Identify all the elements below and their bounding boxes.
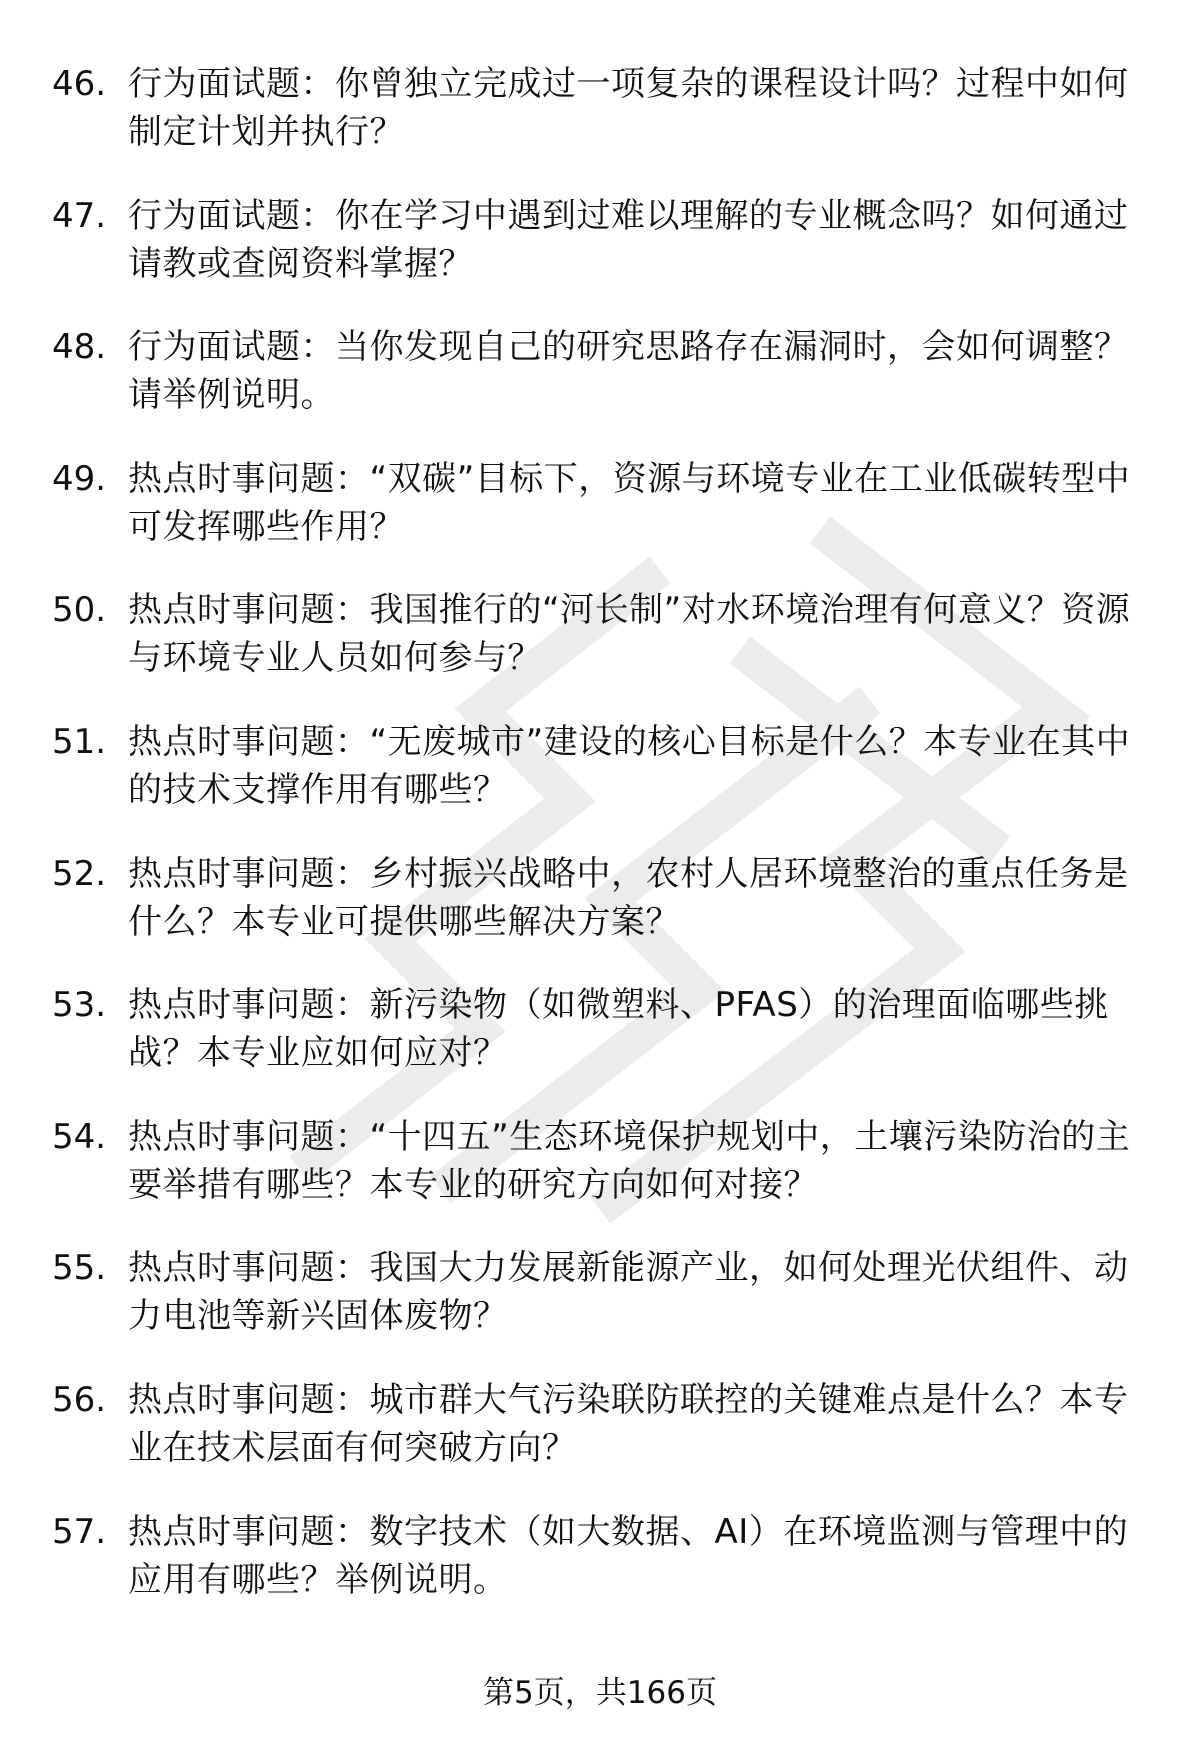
question-text: 热点时事问题：城市群大气污染联防联控的关键难点是什么？本专业在技术层面有何突破方向？ (128, 1379, 1129, 1468)
question-number: 49. (52, 458, 107, 499)
question-number: 51. (52, 721, 107, 762)
question-number: 52. (52, 853, 107, 894)
question-text: 热点时事问题：数字技术（如大数据、AI）在环境监测与管理中的应用有哪些？举例说明。 (128, 1511, 1129, 1600)
question-item (0, 981, 1200, 1113)
question-number: 57. (52, 1511, 107, 1552)
question-item (0, 60, 1200, 192)
question-number: 50. (52, 590, 107, 631)
question-list (0, 60, 1200, 1639)
question-number: 54. (52, 1116, 107, 1157)
question-item (0, 1508, 1200, 1640)
question-text: 热点时事问题：乡村振兴战略中，农村人居环境整治的重点任务是什么？本专业可提供哪些解决方案？ (128, 853, 1129, 942)
question-item (0, 455, 1200, 587)
question-item (0, 586, 1200, 718)
question-text: 热点时事问题：“双碳”目标下，资源与环境专业在工业低碳转型中可发挥哪些作用？ (128, 458, 1131, 547)
question-number: 47. (52, 195, 107, 236)
page-number: 第5页，共166页 (483, 1675, 717, 1711)
question-text: 热点时事问题：“无废城市”建设的核心目标是什么？本专业在其中的技术支撑作用有哪些？ (128, 721, 1131, 810)
question-item (0, 850, 1200, 982)
question-number: 55. (52, 1248, 107, 1289)
question-number: 48. (52, 327, 107, 368)
question-number: 46. (52, 64, 107, 104)
question-item (0, 323, 1200, 455)
question-text: 行为面试题：当你发现自己的研究思路存在漏洞时，会如何调整？请举例说明。 (128, 327, 1129, 416)
question-item (0, 192, 1200, 324)
question-number: 53. (52, 985, 107, 1026)
question-text: 热点时事问题：新污染物（如微塑料、PFAS）的治理面临哪些挑战？本专业应如何应对？ (128, 985, 1109, 1074)
question-item (0, 718, 1200, 850)
question-item (0, 1376, 1200, 1508)
question-text: 热点时事问题：我国大力发展新能源产业，如何处理光伏组件、动力电池等新兴固体废物？ (128, 1248, 1129, 1337)
question-text: 行为面试题：你曾独立完成过一项复杂的课程设计吗？过程中如何制定计划并执行？ (128, 64, 1129, 152)
question-text: 热点时事问题：我国推行的“河长制”对水环境治理有何意义？资源与环境专业人员如何参与？ (128, 590, 1131, 679)
question-item (0, 1244, 1200, 1376)
question-number: 56. (52, 1379, 107, 1420)
page-footer (0, 1672, 1200, 1714)
question-text: 热点时事问题：“十四五”生态环境保护规划中，土壤污染防治的主要举措有哪些？本专业的研究方向如何对接？ (128, 1116, 1131, 1205)
question-text: 行为面试题：你在学习中遇到过难以理解的专业概念吗？如何通过请教或查阅资料掌握？ (128, 195, 1129, 284)
question-item (0, 1113, 1200, 1245)
